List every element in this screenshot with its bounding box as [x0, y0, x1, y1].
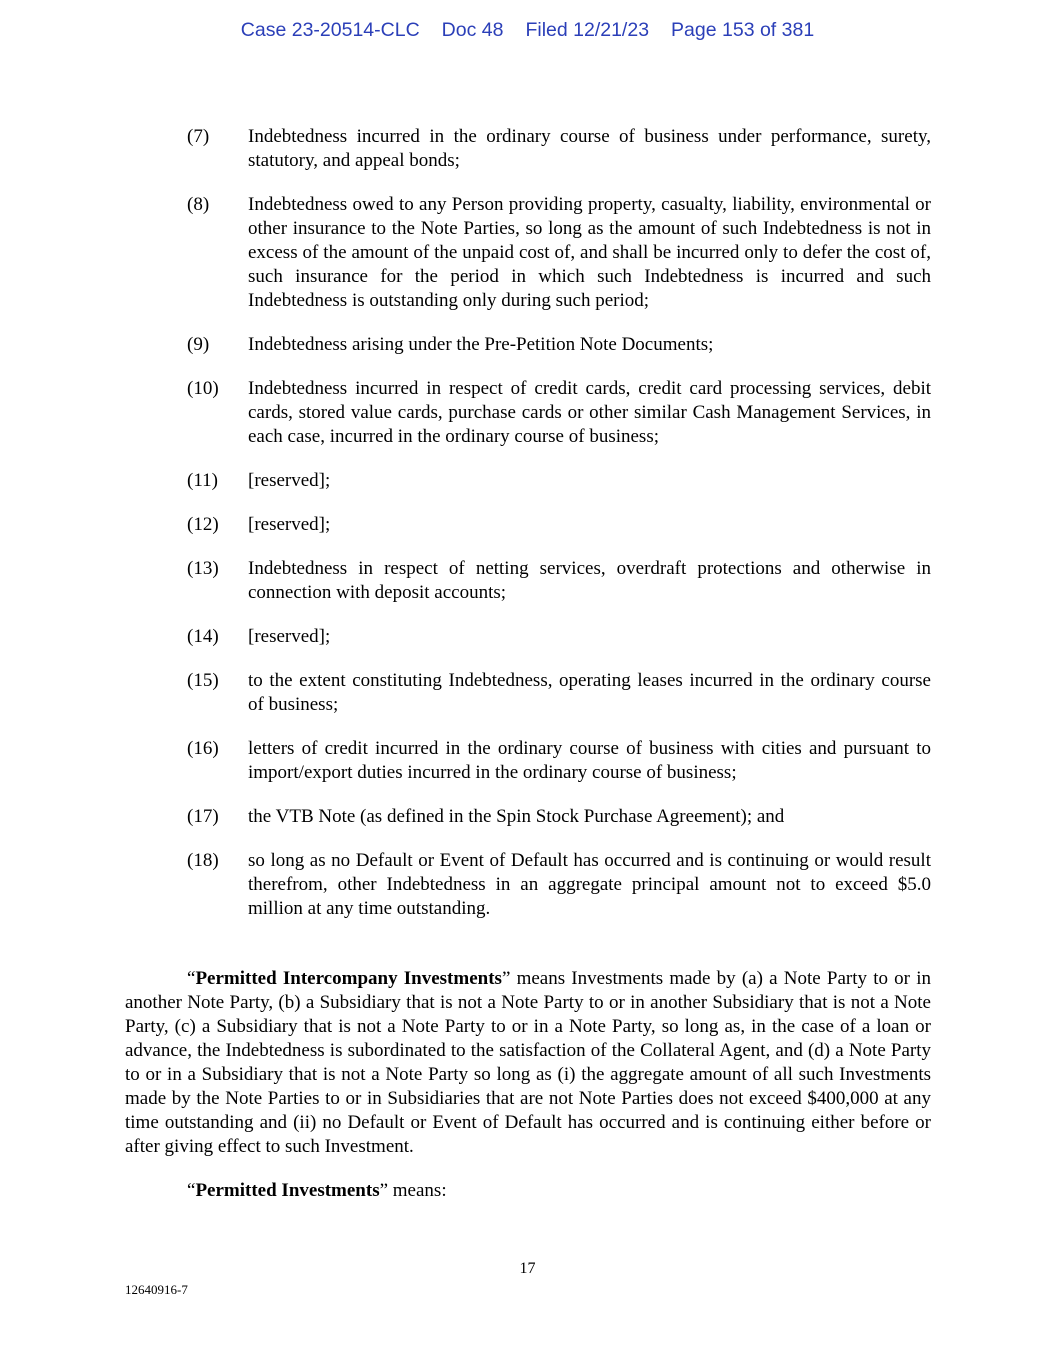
defined-term: Permitted Investments	[195, 1180, 380, 1201]
definition-body: ” means:	[379, 1180, 447, 1201]
item-number: (16)	[187, 738, 219, 759]
page-count: Page 153 of 381	[671, 19, 815, 41]
list-item	[187, 557, 931, 605]
list-item	[187, 737, 931, 785]
list-item	[187, 805, 931, 829]
definition-body: ” means Investments made by (a) a Note Party to or in another Note Party, (b) a Subsidiary that is not a Note Party to or in another Subsidiary that is not a Note Party, (c) a Subsidiary that is not a Note Party to or in a Note Party, so long as, in the case of a loan or advance, the Indebtedness is subordinated to the satisfaction of the Collateral Agent, and (d) a Note Party to or in a Subsidiary that is not a Note Party so long as (i) the aggregate amount of all such Investments made by the Note Parties to or in Subsidiaries that are not Note Parties does not exceed $400,000 at any time outstanding and (ii) no Default or Event of Default has occurred and is continuing either before or after giving effect to such Investment.	[125, 968, 931, 1157]
item-number: (13)	[187, 558, 219, 579]
list-item	[187, 849, 931, 921]
court-filing-header	[0, 19, 1055, 42]
list-item	[187, 333, 931, 357]
item-text: Indebtedness owed to any Person providing property, casualty, liability, environmental or other insurance to the Note Parties, so long as the amount of such Indebtedness is not in excess of the amount of the unpaid cost of, and shall be incurred only to defer the cost of, such insurance for the period in which such Indebtedness is incurred and such Indebtedness is outstanding only during such period;	[248, 194, 931, 311]
definition-permitted-investments	[125, 1179, 931, 1203]
item-number: (8)	[187, 194, 210, 215]
filed-date: Filed 12/21/23	[525, 19, 650, 41]
item-text: Indebtedness incurred in respect of credit cards, credit card processing services, debit cards, stored value cards, purchase cards or other similar Cash Management Services, in each case, incurred in the ordinary course of business;	[248, 378, 931, 447]
defined-term: Permitted Intercompany Investments	[195, 968, 502, 989]
item-number: (7)	[187, 126, 210, 147]
item-text: [reserved];	[248, 514, 331, 535]
list-item	[187, 469, 931, 493]
open-quote: “	[187, 968, 196, 989]
item-number: (14)	[187, 626, 219, 647]
item-text: Indebtedness arising under the Pre-Petition Note Documents;	[248, 334, 714, 355]
item-number: (15)	[187, 670, 219, 691]
doc-number: Doc 48	[441, 19, 504, 41]
item-number: (17)	[187, 806, 219, 827]
item-text: Indebtedness in respect of netting services, overdraft protections and otherwise in connection with deposit accounts;	[248, 558, 931, 603]
item-text: letters of credit incurred in the ordinary course of business with cities and pursuant to import/export duties incurred in the ordinary course of business;	[248, 738, 931, 783]
indebtedness-list	[187, 125, 931, 941]
list-item	[187, 193, 931, 313]
item-text: [reserved];	[248, 470, 331, 491]
document-id: 12640916-7	[125, 1282, 188, 1297]
list-item	[187, 125, 931, 173]
item-text: Indebtedness incurred in the ordinary course of business under performance, surety, statutory, and appeal bonds;	[248, 126, 931, 171]
item-text: to the extent constituting Indebtedness, operating leases incurred in the ordinary course of business;	[248, 670, 931, 715]
item-text: so long as no Default or Event of Default has occurred and is continuing or would result therefrom, other Indebtedness in an aggregate principal amount not to exceed $5.0 million at any time outstanding.	[248, 850, 931, 919]
list-item	[187, 669, 931, 717]
item-number: (18)	[187, 850, 219, 871]
list-item	[187, 625, 931, 649]
item-number: (11)	[187, 470, 218, 491]
item-number: (10)	[187, 378, 219, 399]
item-text: the VTB Note (as defined in the Spin Stock Purchase Agreement); and	[248, 806, 785, 827]
item-text: [reserved];	[248, 626, 331, 647]
open-quote: “	[187, 1180, 196, 1201]
page-number: 17	[519, 1260, 536, 1277]
definition-permitted-intercompany-investments	[125, 967, 931, 1159]
case-number: Case 23-20514-CLC	[240, 19, 420, 41]
item-number: (9)	[187, 334, 210, 355]
item-number: (12)	[187, 514, 219, 535]
list-item	[187, 377, 931, 449]
list-item	[187, 513, 931, 537]
